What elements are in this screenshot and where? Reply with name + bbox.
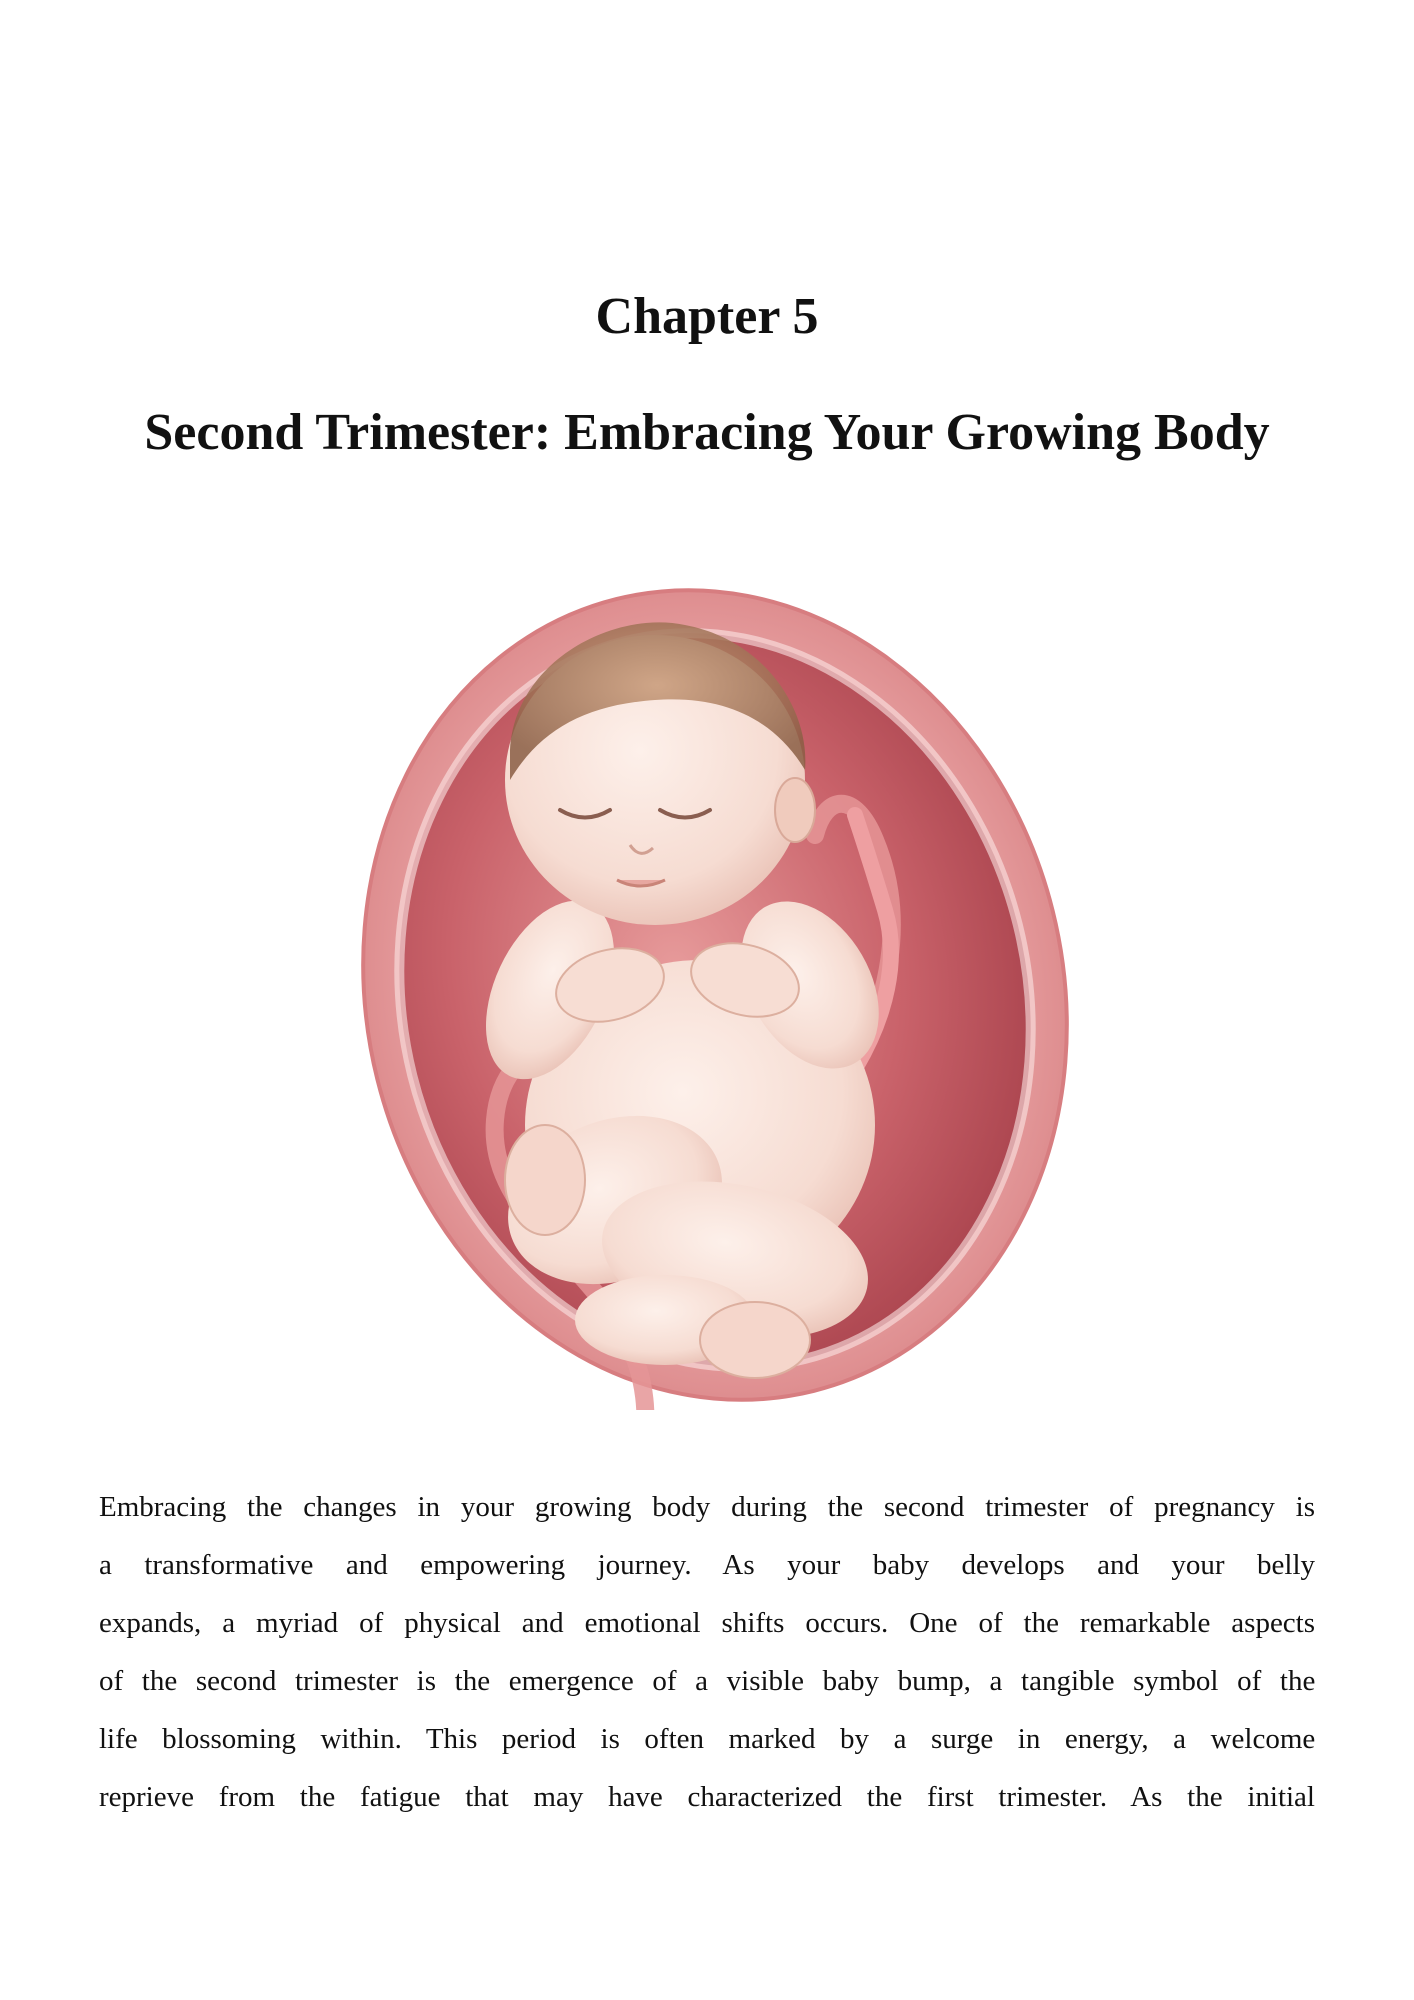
body-paragraph — [99, 1478, 1315, 1826]
chapter-title: Second Trimester: Embracing Your Growing Body — [144, 404, 1270, 461]
body-line: of the second trimester is the emergence of a visible baby bump, a tangible symbol of the — [99, 1665, 1316, 1697]
baby-foot-left — [505, 1125, 585, 1235]
baby-ear — [775, 778, 815, 842]
chapter-number: Chapter 5 — [595, 288, 819, 345]
body-line: a transformative and empowering journey. As your baby develops and your belly — [99, 1549, 1315, 1581]
body-line: reprieve from the fatigue that may have characterized the first trimester. As the initial — [99, 1781, 1315, 1813]
body-line: expands, a myriad of physical and emotional shifts occurs. One of the remarkable aspects — [99, 1607, 1316, 1639]
body-line: life blossoming within. This period is often marked by a surge in energy, a welcome — [99, 1723, 1316, 1755]
fetus-in-womb-illustration — [355, 580, 1075, 1410]
body-line: Embracing the changes in your growing body during the second trimester of pregnancy is — [99, 1491, 1315, 1523]
baby-foot-right — [700, 1302, 810, 1378]
